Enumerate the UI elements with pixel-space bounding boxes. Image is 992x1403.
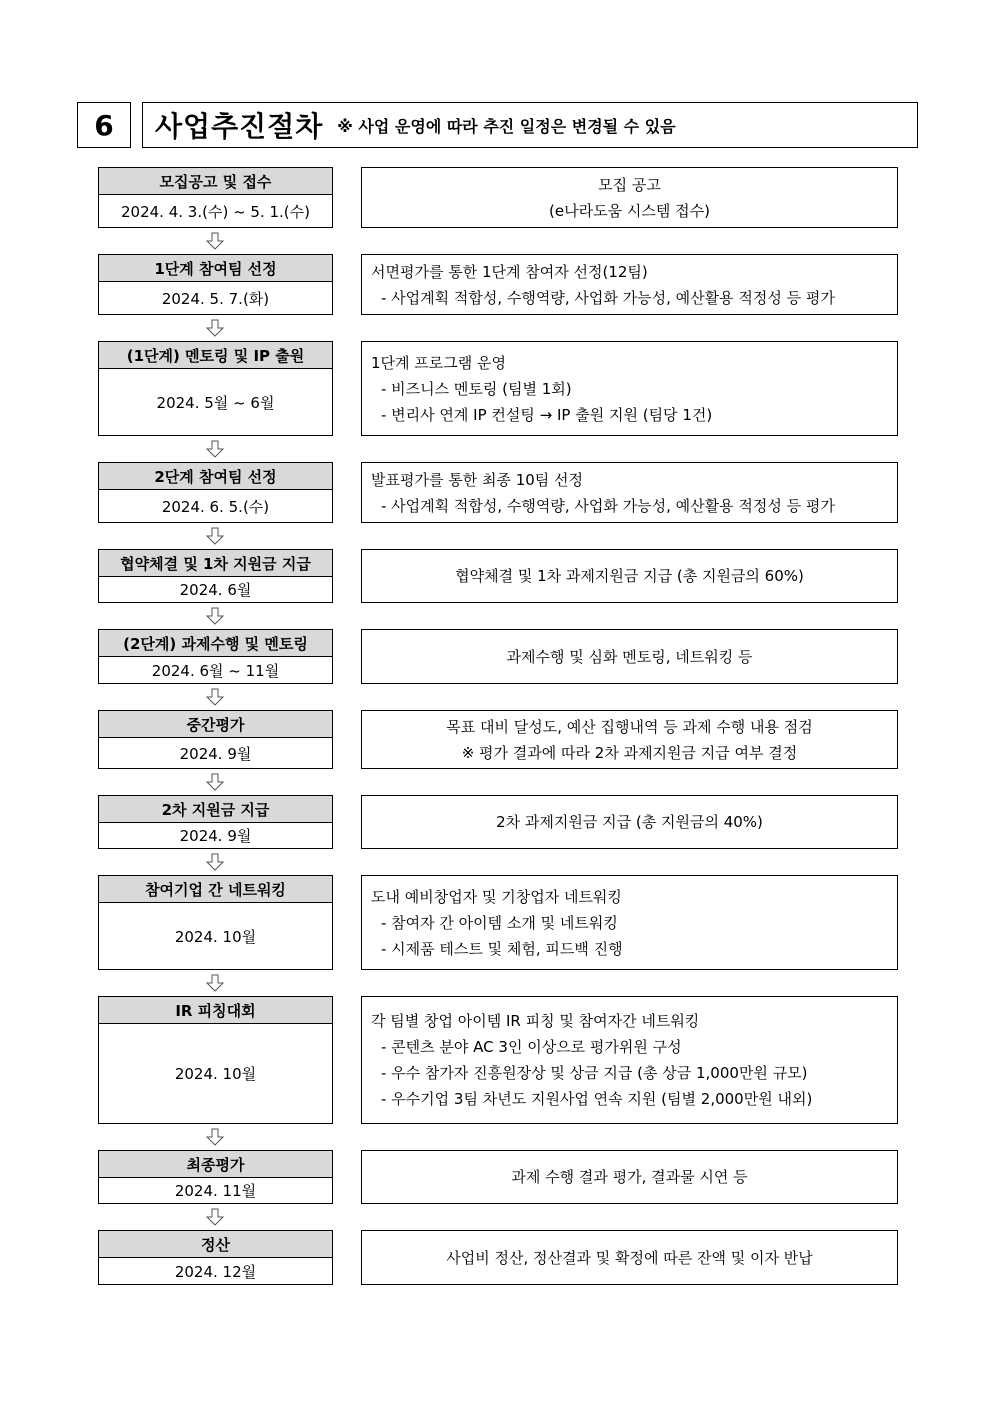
step-name: 중간평가 (99, 711, 332, 738)
step-name: 2차 지원금 지급 (99, 796, 332, 823)
step-date: 2024. 6월 ~ 11월 (151, 661, 280, 680)
step-date: 2024. 12월 (174, 1262, 257, 1281)
step-description-box (361, 795, 898, 849)
step-date: 2024. 5. 7.(화) (161, 289, 270, 308)
step-description-box (361, 462, 898, 523)
step-description-line: 2차 과제지원금 지급 (총 지원금의 40%) (496, 813, 763, 831)
step-name: 최종평가 (99, 1151, 332, 1178)
down-arrow-icon (204, 853, 226, 871)
step-description-box (361, 254, 898, 315)
step-description-line: 서면평가를 통한 1단계 참여자 선정(12팀) (371, 262, 648, 281)
step-label-box (98, 629, 333, 684)
step-description-line: 협약체결 및 1차 과제지원금 지급 (총 지원금의 60%) (455, 567, 804, 585)
step-label-box (98, 462, 333, 523)
step-description-box (361, 710, 898, 769)
step-label-box (98, 254, 333, 315)
step-name: (2단계) 과제수행 및 멘토링 (99, 630, 332, 657)
down-arrow-icon (204, 1128, 226, 1146)
step-date: 2024. 10월 (174, 927, 257, 946)
step-label-box (98, 795, 333, 849)
step-description-line: ※ 평가 결과에 따라 2차 과제지원금 지급 여부 결정 (461, 743, 798, 762)
section-note: ※ 사업 운영에 따라 추진 일정은 변경될 수 있음 (337, 116, 676, 136)
down-arrow-icon (204, 607, 226, 625)
down-arrow-icon (204, 1208, 226, 1226)
step-date: 2024. 11월 (174, 1182, 257, 1200)
step-date: 2024. 10월 (174, 1065, 257, 1083)
step-description-box (361, 1150, 898, 1204)
step-date: 2024. 6. 5.(수) (161, 497, 270, 516)
step-description-box (361, 996, 898, 1124)
step-description-line: - 사업계획 적합성, 수행역량, 사업화 가능성, 예산활용 적정성 등 평가 (381, 288, 835, 307)
step-date: 2024. 4. 3.(수) ~ 5. 1.(수) (121, 202, 310, 221)
step-name: 참여기업 간 네트워킹 (99, 876, 332, 903)
down-arrow-icon (204, 773, 226, 791)
step-label-box (98, 549, 333, 603)
step-label-box (98, 1230, 333, 1285)
step-description-box (361, 875, 898, 970)
step-date: 2024. 9월 (179, 744, 252, 763)
step-label-box (98, 996, 333, 1124)
step-name: 2단계 참여팀 선정 (99, 463, 332, 490)
step-description-box (361, 629, 898, 684)
step-name: (1단계) 멘토링 및 IP 출원 (99, 342, 332, 369)
step-description-line: - 비즈니스 멘토링 (팀별 1회) (381, 379, 572, 398)
step-description-line: 도내 예비창업자 및 기창업자 네트워킹 (371, 887, 622, 906)
down-arrow-icon (204, 232, 226, 250)
step-name: 모집공고 및 접수 (99, 168, 332, 195)
step-description-line: (e나라도움 시스템 접수) (549, 201, 710, 220)
step-description-line: - 우수기업 3팀 차년도 지원사업 연속 지원 (팀별 2,000만원 내외) (381, 1090, 813, 1108)
section-title: 사업추진절차 (155, 110, 324, 143)
step-label-box (98, 341, 333, 436)
down-arrow-icon (204, 974, 226, 992)
step-name: 정산 (99, 1231, 332, 1258)
section-number: 6 (77, 102, 131, 148)
step-name: IR 피칭대회 (99, 997, 332, 1024)
step-description-line: 발표평가를 통한 최종 10팀 선정 (371, 470, 584, 489)
step-label-box (98, 1150, 333, 1204)
step-description-line: - 콘텐츠 분야 AC 3인 이상으로 평가위원 구성 (381, 1038, 682, 1056)
step-description-line: 과제수행 및 심화 멘토링, 네트워킹 등 (506, 647, 753, 666)
step-description-line: 사업비 정산, 정산결과 및 확정에 따른 잔액 및 이자 반납 (446, 1248, 813, 1267)
step-description-box (361, 549, 898, 603)
step-description-box (361, 341, 898, 436)
step-description-line: - 변리사 연계 IP 컨설팅 → IP 출원 지원 (팀당 1건) (381, 405, 713, 424)
step-description-line: 과제 수행 결과 평가, 결과물 시연 등 (511, 1168, 748, 1186)
step-description-line: 각 팀별 창업 아이템 IR 피칭 및 참여자간 네트워킹 (371, 1012, 700, 1030)
step-label-box (98, 167, 333, 228)
step-description-line: 모집 공고 (598, 175, 661, 194)
down-arrow-icon (204, 688, 226, 706)
down-arrow-icon (204, 527, 226, 545)
step-description-line: - 참여자 간 아이템 소개 및 네트워킹 (381, 913, 618, 932)
step-description-line: 1단계 프로그램 운영 (371, 353, 507, 372)
step-description-line: - 사업계획 적합성, 수행역량, 사업화 가능성, 예산활용 적정성 등 평가 (381, 496, 835, 515)
step-date: 2024. 6월 (179, 581, 252, 599)
step-name: 1단계 참여팀 선정 (99, 255, 332, 282)
step-label-box (98, 710, 333, 769)
step-label-box (98, 875, 333, 970)
step-date: 2024. 5월 ~ 6월 (156, 393, 275, 412)
step-date: 2024. 9월 (179, 827, 252, 845)
section-header (142, 102, 918, 148)
down-arrow-icon (204, 440, 226, 458)
step-description-line: 목표 대비 달성도, 예산 집행내역 등 과제 수행 내용 점검 (446, 717, 813, 736)
step-name: 협약체결 및 1차 지원금 지급 (99, 550, 332, 577)
step-description-line: - 우수 참가자 진흥원장상 및 상금 지급 (총 상금 1,000만원 규모) (381, 1064, 808, 1082)
step-description-box (361, 167, 898, 228)
step-description-line: - 시제품 테스트 및 체험, 피드백 진행 (381, 939, 623, 958)
step-description-box (361, 1230, 898, 1285)
down-arrow-icon (204, 319, 226, 337)
